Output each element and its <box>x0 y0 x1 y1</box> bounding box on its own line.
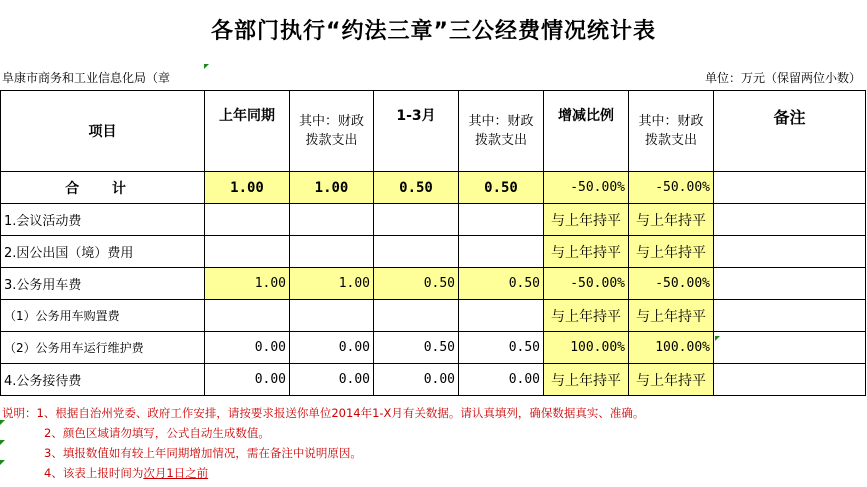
row-remark[interactable] <box>714 236 866 268</box>
total-q1[interactable]: 0.50 <box>374 172 459 204</box>
row-q1[interactable] <box>374 236 459 268</box>
total-prev[interactable]: 1.00 <box>205 172 290 204</box>
row-change[interactable]: 与上年持平 <box>544 364 629 396</box>
table-row <box>1 204 866 236</box>
row-q1[interactable]: 0.00 <box>374 364 459 396</box>
row-remark[interactable] <box>714 300 866 332</box>
row-q1-fiscal[interactable] <box>459 300 544 332</box>
row-remark[interactable] <box>714 332 866 364</box>
header-fiscal-prev: 其中：财政拨款支出 <box>290 91 374 172</box>
stats-table <box>0 90 866 396</box>
unit-name: 阜康市商务和工业信息化局（章 <box>2 71 171 85</box>
unit-note: 单位：万元（保留两位小数） <box>704 71 861 85</box>
table-row <box>1 236 866 268</box>
row-label: 3.公务用车费 <box>1 268 205 300</box>
row-prev[interactable] <box>205 236 290 268</box>
total-prev-fiscal[interactable]: 1.00 <box>290 172 374 204</box>
row-remark[interactable] <box>714 268 866 300</box>
row-label: 2.因公出国（境）费用 <box>1 236 205 268</box>
row-label: （2）公务用车运行维护费 <box>1 332 205 364</box>
row-prev-fiscal[interactable] <box>290 300 374 332</box>
row-change-fiscal[interactable]: 100.00% <box>629 332 714 364</box>
note-2: 2、颜色区域请勿填写，公式自动生成数值。 <box>44 426 270 440</box>
row-q1[interactable] <box>374 300 459 332</box>
row-q1[interactable]: 0.50 <box>374 332 459 364</box>
row-q1[interactable] <box>374 204 459 236</box>
row-prev[interactable] <box>205 300 290 332</box>
total-remark[interactable] <box>714 172 866 204</box>
row-q1[interactable]: 0.50 <box>374 268 459 300</box>
cell-marker <box>715 336 720 341</box>
row-change-fiscal[interactable]: 与上年持平 <box>629 364 714 396</box>
total-change-fiscal[interactable]: -50.00% <box>629 172 714 204</box>
header-change: 增减比例 <box>544 91 629 172</box>
table-row <box>1 364 866 396</box>
table-row <box>1 300 866 332</box>
row-q1-fiscal[interactable]: 0.00 <box>459 364 544 396</box>
row-q1-fiscal[interactable]: 0.50 <box>459 268 544 300</box>
row-prev-fiscal[interactable] <box>290 236 374 268</box>
row-change[interactable]: 100.00% <box>544 332 629 364</box>
cell-marker <box>204 64 209 69</box>
header-q1: 1-3月 <box>374 91 459 172</box>
row-change-fiscal[interactable]: -50.00% <box>629 268 714 300</box>
row-prev-fiscal[interactable]: 1.00 <box>290 268 374 300</box>
header-prev-year: 上年同期 <box>205 91 290 172</box>
row-change-fiscal[interactable]: 与上年持平 <box>629 300 714 332</box>
row-q1-fiscal[interactable] <box>459 204 544 236</box>
row-prev[interactable] <box>205 204 290 236</box>
row-prev-fiscal[interactable]: 0.00 <box>290 332 374 364</box>
table-row-total <box>1 172 866 204</box>
total-label: 合 计 <box>1 172 205 204</box>
row-q1-fiscal[interactable] <box>459 236 544 268</box>
header-fiscal-change: 其中：财政拨款支出 <box>629 91 714 172</box>
header-remark: 备注 <box>714 91 866 172</box>
row-label: 4.公务接待费 <box>1 364 205 396</box>
row-prev[interactable]: 0.00 <box>205 332 290 364</box>
note-4-deadline: 次月1日之前 <box>143 466 209 480</box>
note-4 <box>2 463 644 483</box>
table-row <box>1 332 866 364</box>
row-change[interactable]: -50.00% <box>544 268 629 300</box>
note-1: 说明：1、根据自治州党委、政府工作安排，请按要求报送你单位2014年1-X月有关数据。请认真填列，确保数据真实、准确。 <box>2 406 645 420</box>
note-3: 3、填报数值如有较上年同期增加情况，需在备注中说明原因。 <box>44 446 362 460</box>
header-item: 项目 <box>1 91 205 172</box>
row-prev[interactable]: 1.00 <box>205 268 290 300</box>
row-remark[interactable] <box>714 364 866 396</box>
row-change[interactable]: 与上年持平 <box>544 236 629 268</box>
header-fiscal-q1: 其中：财政拨款支出 <box>459 91 544 172</box>
notes-section <box>2 403 644 483</box>
row-prev-fiscal[interactable] <box>290 204 374 236</box>
row-label: （1）公务用车购置费 <box>1 300 205 332</box>
row-label: 1.会议活动费 <box>1 204 205 236</box>
row-q1-fiscal[interactable]: 0.50 <box>459 332 544 364</box>
row-change-fiscal[interactable]: 与上年持平 <box>629 236 714 268</box>
row-change[interactable]: 与上年持平 <box>544 204 629 236</box>
row-change-fiscal[interactable]: 与上年持平 <box>629 204 714 236</box>
row-prev[interactable]: 0.00 <box>205 364 290 396</box>
row-change[interactable]: 与上年持平 <box>544 300 629 332</box>
total-q1-fiscal[interactable]: 0.50 <box>459 172 544 204</box>
row-prev-fiscal[interactable]: 0.00 <box>290 364 374 396</box>
row-remark[interactable] <box>714 204 866 236</box>
page-title: 各部门执行“约法三章”三公经费情况统计表 <box>211 19 656 44</box>
table-row <box>1 268 866 300</box>
total-change[interactable]: -50.00% <box>544 172 629 204</box>
note-4-prefix: 4、该表上报时间为 <box>44 466 144 480</box>
